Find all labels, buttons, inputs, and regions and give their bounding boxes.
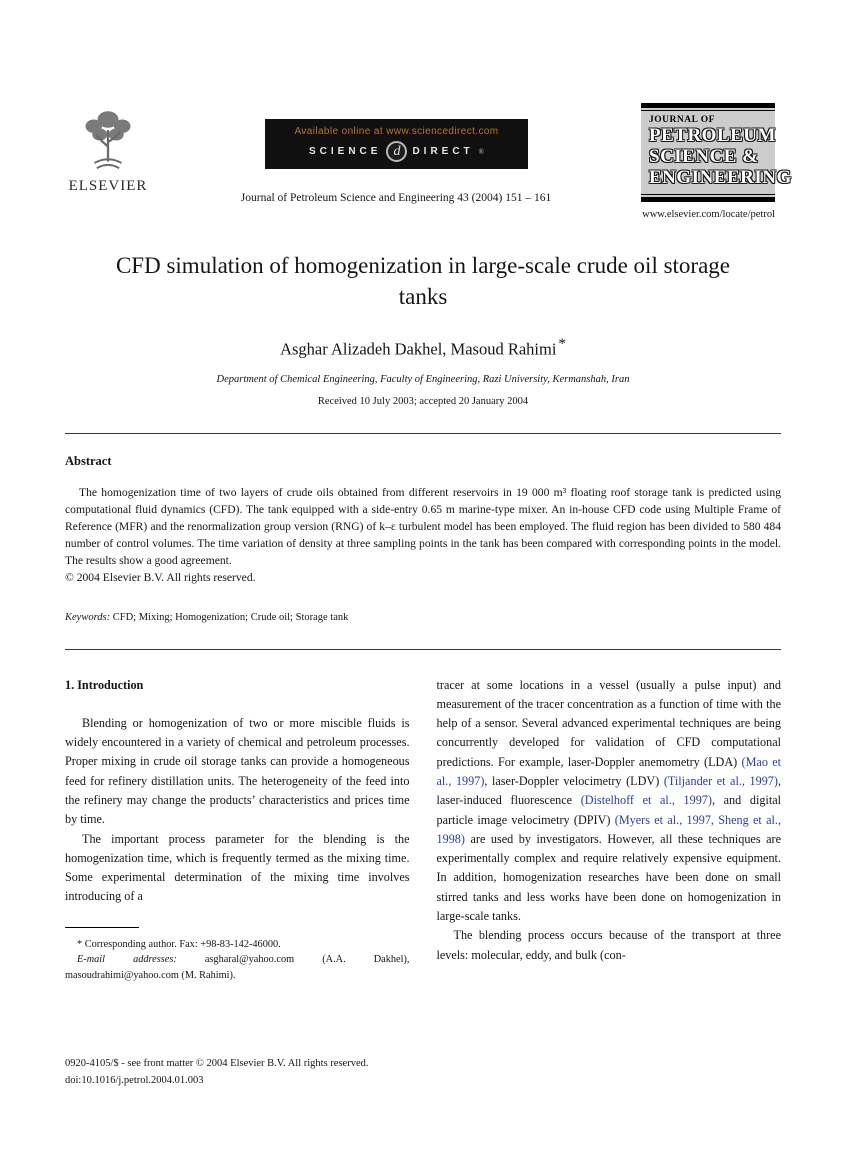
author-names: Asghar Alizadeh Dakhel, Masoud Rahimi — [280, 339, 557, 359]
journal-cover-title-line2: SCIENCE & — [649, 146, 759, 167]
email-owner-rahimi: (M. Rahimi). — [178, 969, 236, 981]
footnote-block — [65, 927, 410, 984]
journal-cover-inner — [641, 110, 792, 195]
elsevier-logo — [62, 103, 154, 195]
footnote-divider — [65, 927, 139, 928]
abstract-section — [65, 454, 781, 623]
journal-cover-kicker: JOURNAL OF — [649, 115, 715, 125]
abstract-heading: Abstract — [65, 453, 112, 468]
right-column — [437, 676, 782, 984]
journal-cover-title-line1: PETROLEUM — [649, 125, 776, 146]
keywords-label: Keywords: — [65, 611, 113, 623]
left-column — [65, 676, 410, 984]
issn-copyright-line: 0920-4105/$ - see front matter © 2004 Elsevier B.V. All rights reserved. — [65, 1058, 369, 1069]
abstract-text: The homogenization time of two layers of crude oils obtained from different reservoirs in 19 000 m³ floating roof storage tank is predicted using computational fluid dynamics (CFD). The tank equipped with a side-entry 0.65 m marine-type mixer. An in-house CFD code using Multiple Frame of Reference (MFR) and the renormalization group version (RNG) of k–ε turbulent model has been employed. The fluid region has been divided to 580 484 number of control volumes. The time variation of density at three sampling points in the tank has been compared with corresponding points in the model. The results show a good agreement. — [65, 485, 781, 567]
paper-title: CFD simulation of homogenization in large-scale crude oil storage tanks — [115, 253, 731, 309]
text-run: are used by investigators. However, all these techniques are experimentally complex and require relatively expensive equipment. In addition, homogenization researches have been done on small stirred tanks and less works have been done on homogenization in large-scale tanks. — [436, 831, 781, 924]
corresponding-author-mark[interactable]: * — [558, 336, 566, 352]
text-run: , and digital particle image velocimetry (DPIV) — [436, 793, 781, 827]
email-link-rahimi[interactable]: masoudrahimi@yahoo.com — [65, 969, 179, 981]
divider-bottom — [65, 649, 781, 650]
email-link-dakhel[interactable]: asgharal@yahoo.com — [204, 954, 295, 966]
sciencedirect-d-icon: d — [386, 141, 407, 162]
divider-top — [65, 433, 781, 434]
body-columns — [65, 676, 781, 984]
text-run: , laser-Doppler velocimetry (LDV) — [484, 773, 664, 788]
intro-paragraph-1: Blending or homogenization of two or more miscible fluids is widely encountered in a variety of chemical and petroleum processes. Proper mixing in crude oil storage tanks can provide a homogeneous feed for refinery distillation units. The heterogeneity of the feed into the refinery may change the products’ characteristics and prices time by time. — [65, 715, 410, 827]
email-label: E-mail addresses: — [77, 954, 205, 966]
sciencedirect-science-text: SCIENCE — [308, 146, 382, 157]
keywords-line — [65, 612, 781, 623]
section-heading-introduction: 1. Introduction — [65, 677, 144, 692]
affiliation: Department of Chemical Engineering, Faculty of Engineering, Razi University, Kermanshah, Iran — [216, 373, 630, 385]
intro-paragraph-2: The important process parameter for the blending is the homogenization time, which is frequently termed as the mixing time. Some experimental determination of the mixing time involves introducing of a — [65, 831, 410, 904]
intro-paragraph-4: The blending process occurs because of the transport at three levels: molecular, eddy, and bulk (con- — [436, 928, 781, 962]
citation-distelhoff-1997[interactable]: (Distelhoff et al., 1997) — [580, 793, 712, 808]
email-owner-dakhel: (A.A. Dakhel), — [294, 954, 410, 966]
footnote-corresponding — [65, 937, 410, 953]
text-run: , laser-induced fluorescence — [436, 773, 781, 808]
corresponding-author-note: * Corresponding author. Fax: +98-83-142-46000. — [77, 938, 281, 950]
citation-tiljander-1997[interactable]: (Tiljander et al., 1997) — [663, 773, 778, 788]
journal-homepage-link[interactable]: www.elsevier.com/locate/petrol — [642, 209, 775, 220]
imprint — [65, 1056, 368, 1089]
text-run: tracer at some locations in a vessel (usually a pulse input) and measurement of the tracer concentration as a function of time with the help of a sensor. Several advanced experimental techniques are being concurrently developed for validation of CFD computational predictions. For example, laser-Doppler anemometry (LDA) — [436, 677, 781, 769]
journal-cover — [641, 103, 792, 202]
journal-citation: Journal of Petroleum Science and Engineering 43 (2004) 151 – 161 — [240, 192, 552, 204]
journal-cover-title-line3: ENGINEERING — [649, 167, 792, 188]
abstract-copyright: © 2004 Elsevier B.V. All rights reserved. — [65, 570, 256, 584]
citation-mao-1997[interactable]: (Mao et al., 1997) — [436, 754, 781, 788]
elsevier-tree-icon — [73, 103, 143, 175]
received-accepted-dates: Received 10 July 2003; accepted 20 January 2004 — [317, 395, 529, 407]
footnote-emails — [65, 952, 410, 983]
authors-line — [0, 336, 846, 360]
sciencedirect-direct-text: DIRECT — [412, 146, 474, 157]
intro-paragraph-3 — [437, 676, 782, 927]
sciencedirect-logo — [309, 141, 484, 162]
sciencedirect-url-link[interactable]: Available online at www.sciencedirect.com — [294, 126, 499, 137]
sciencedirect-banner — [265, 119, 528, 169]
elsevier-wordmark: ELSEVIER — [68, 178, 148, 194]
citation-myers-1997-sheng-1998[interactable]: (Myers et al., 1997, Sheng et al., 1998) — [436, 812, 781, 846]
doi-line[interactable]: doi:10.1016/j.petrol.2004.01.003 — [65, 1074, 204, 1086]
registered-trademark-icon: ® — [478, 147, 484, 156]
keywords-list: CFD; Mixing; Homogenization; Crude oil; Storage tank — [112, 611, 349, 623]
